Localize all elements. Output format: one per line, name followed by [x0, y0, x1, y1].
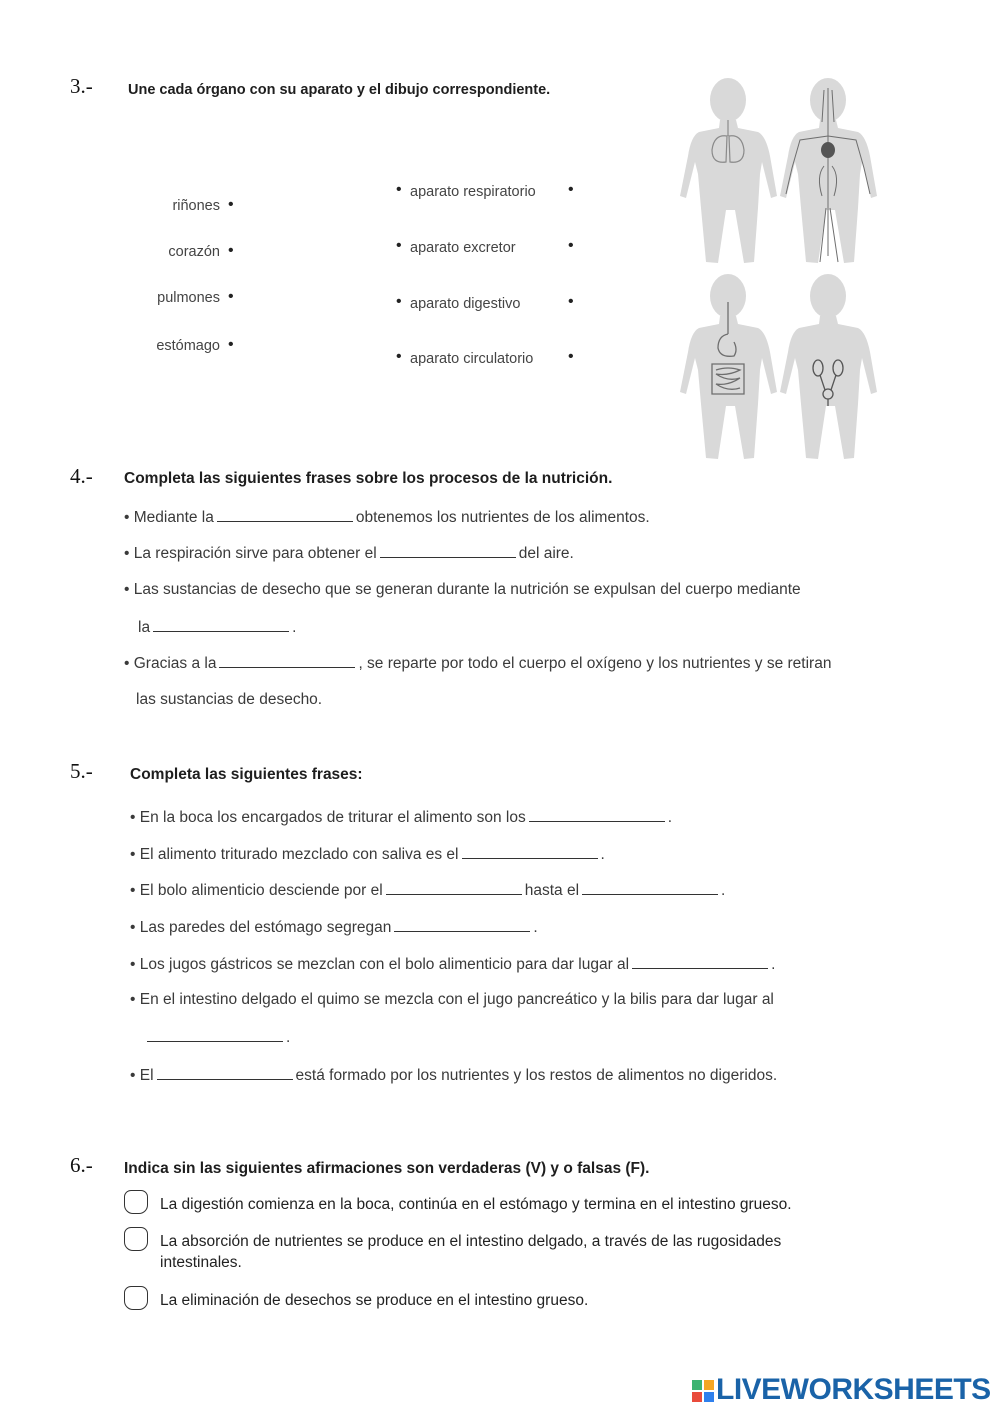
- logo-mark-icon: [692, 1380, 714, 1402]
- answer-blank[interactable]: [217, 507, 353, 522]
- q4-sentence-3-cont: la .: [138, 619, 297, 636]
- q5-sentence-3: • El bolo alimenticio desciende por el hasta el .: [130, 882, 726, 899]
- answer-blank[interactable]: [529, 807, 665, 822]
- system-excretory: aparato excretor: [410, 240, 516, 256]
- answer-blank[interactable]: [157, 1065, 293, 1080]
- system-right-dot[interactable]: •: [568, 237, 574, 254]
- organ-dot[interactable]: •: [228, 242, 234, 259]
- q4-sentence-4-cont: las sustancias de desecho.: [136, 691, 323, 708]
- q4-title: Completa las siguientes frases sobre los procesos de la nutrición.: [124, 470, 613, 487]
- answer-blank[interactable]: [632, 954, 768, 969]
- system-left-dot[interactable]: •: [396, 348, 402, 365]
- statement-2-cont: intestinales.: [160, 1254, 242, 1271]
- system-left-dot[interactable]: •: [396, 293, 402, 310]
- statement-3: La eliminación de desechos se produce en el intestino grueso.: [160, 1292, 589, 1309]
- organ-kidneys: riñones: [172, 198, 220, 214]
- q4-sentence-4: • Gracias a la , se reparte por todo el cuerpo el oxígeno y los nutrientes y se retiran: [124, 655, 832, 672]
- answer-blank[interactable]: [147, 1027, 283, 1042]
- system-left-dot[interactable]: •: [396, 181, 402, 198]
- system-left-dot[interactable]: •: [396, 237, 402, 254]
- q5-sentence-1: • En la boca los encargados de triturar el alimento son los .: [130, 809, 673, 826]
- organ-dot[interactable]: •: [228, 288, 234, 305]
- organ-dot[interactable]: •: [228, 336, 234, 353]
- answer-blank[interactable]: [582, 880, 718, 895]
- true-false-box[interactable]: [124, 1286, 148, 1310]
- q4-number: 4.-: [70, 464, 93, 488]
- q5-sentence-5: • Los jugos gástricos se mezclan con el bolo alimenticio para dar lugar al .: [130, 956, 776, 973]
- statement-1: La digestión comienza en la boca, continúa en el estómago y termina en el intestino grueso.: [160, 1196, 792, 1213]
- true-false-box[interactable]: [124, 1227, 148, 1251]
- organ-lungs: pulmones: [157, 290, 220, 306]
- system-circulatory: aparato circulatorio: [410, 351, 534, 367]
- answer-blank[interactable]: [153, 617, 289, 632]
- q4-sentence-1: • Mediante la obtenemos los nutrientes de los alimentos.: [124, 509, 650, 526]
- q4-sentence-3: • Las sustancias de desecho que se generan durante la nutrición se expulsan del cuerpo mediante: [124, 581, 801, 598]
- q6-number: 6.-: [70, 1153, 93, 1177]
- answer-blank[interactable]: [462, 844, 598, 859]
- answer-blank[interactable]: [394, 917, 530, 932]
- respiratory-figure[interactable]: [680, 78, 777, 263]
- organ-stomach: estómago: [156, 338, 220, 354]
- true-false-box[interactable]: [124, 1190, 148, 1214]
- q5-title: Completa las siguientes frases:: [130, 766, 363, 783]
- heart-organ: [821, 142, 835, 158]
- q5-sentence-6-cont: .: [144, 1027, 290, 1047]
- answer-blank[interactable]: [219, 653, 355, 668]
- q6-title: Indica sin las siguientes afirmaciones son verdaderas (V) y o falsas (F).: [124, 1160, 650, 1177]
- q4-sentence-2: • La respiración sirve para obtener el del aire.: [124, 545, 574, 562]
- statement-2: La absorción de nutrientes se produce en el intestino delgado, a través de las rugosidades: [160, 1233, 782, 1250]
- q5-sentence-6: • En el intestino delgado el quimo se mezcla con el jugo pancreático y la bilis para dar lugar al: [130, 991, 774, 1008]
- system-right-dot[interactable]: •: [568, 348, 574, 365]
- organ-dot[interactable]: •: [228, 196, 234, 213]
- logo-text: LIVEWORKSHEETS: [716, 1373, 991, 1406]
- q5-number: 5.-: [70, 759, 93, 783]
- liveworksheets-logo: [692, 1373, 992, 1407]
- system-right-dot[interactable]: •: [568, 181, 574, 198]
- system-respiratory: aparato respiratorio: [410, 184, 536, 200]
- q5-sentence-7: • El está formado por los nutrientes y los restos de alimentos no digeridos.: [130, 1067, 778, 1084]
- q3-number: 3.-: [70, 74, 93, 98]
- q5-sentence-4: • Las paredes del estómago segregan .: [130, 919, 538, 936]
- system-digestive: aparato digestivo: [410, 296, 521, 312]
- organ-heart: corazón: [168, 244, 220, 260]
- answer-blank[interactable]: [386, 880, 522, 895]
- excretory-figure[interactable]: [780, 274, 877, 459]
- body-figures: [670, 72, 880, 462]
- q5-sentence-2: • El alimento triturado mezclado con saliva es el .: [130, 846, 605, 863]
- q3-title: Une cada órgano con su aparato y el dibujo correspondiente.: [128, 82, 551, 98]
- answer-blank[interactable]: [380, 543, 516, 558]
- digestive-figure[interactable]: [680, 274, 777, 459]
- system-right-dot[interactable]: •: [568, 293, 574, 310]
